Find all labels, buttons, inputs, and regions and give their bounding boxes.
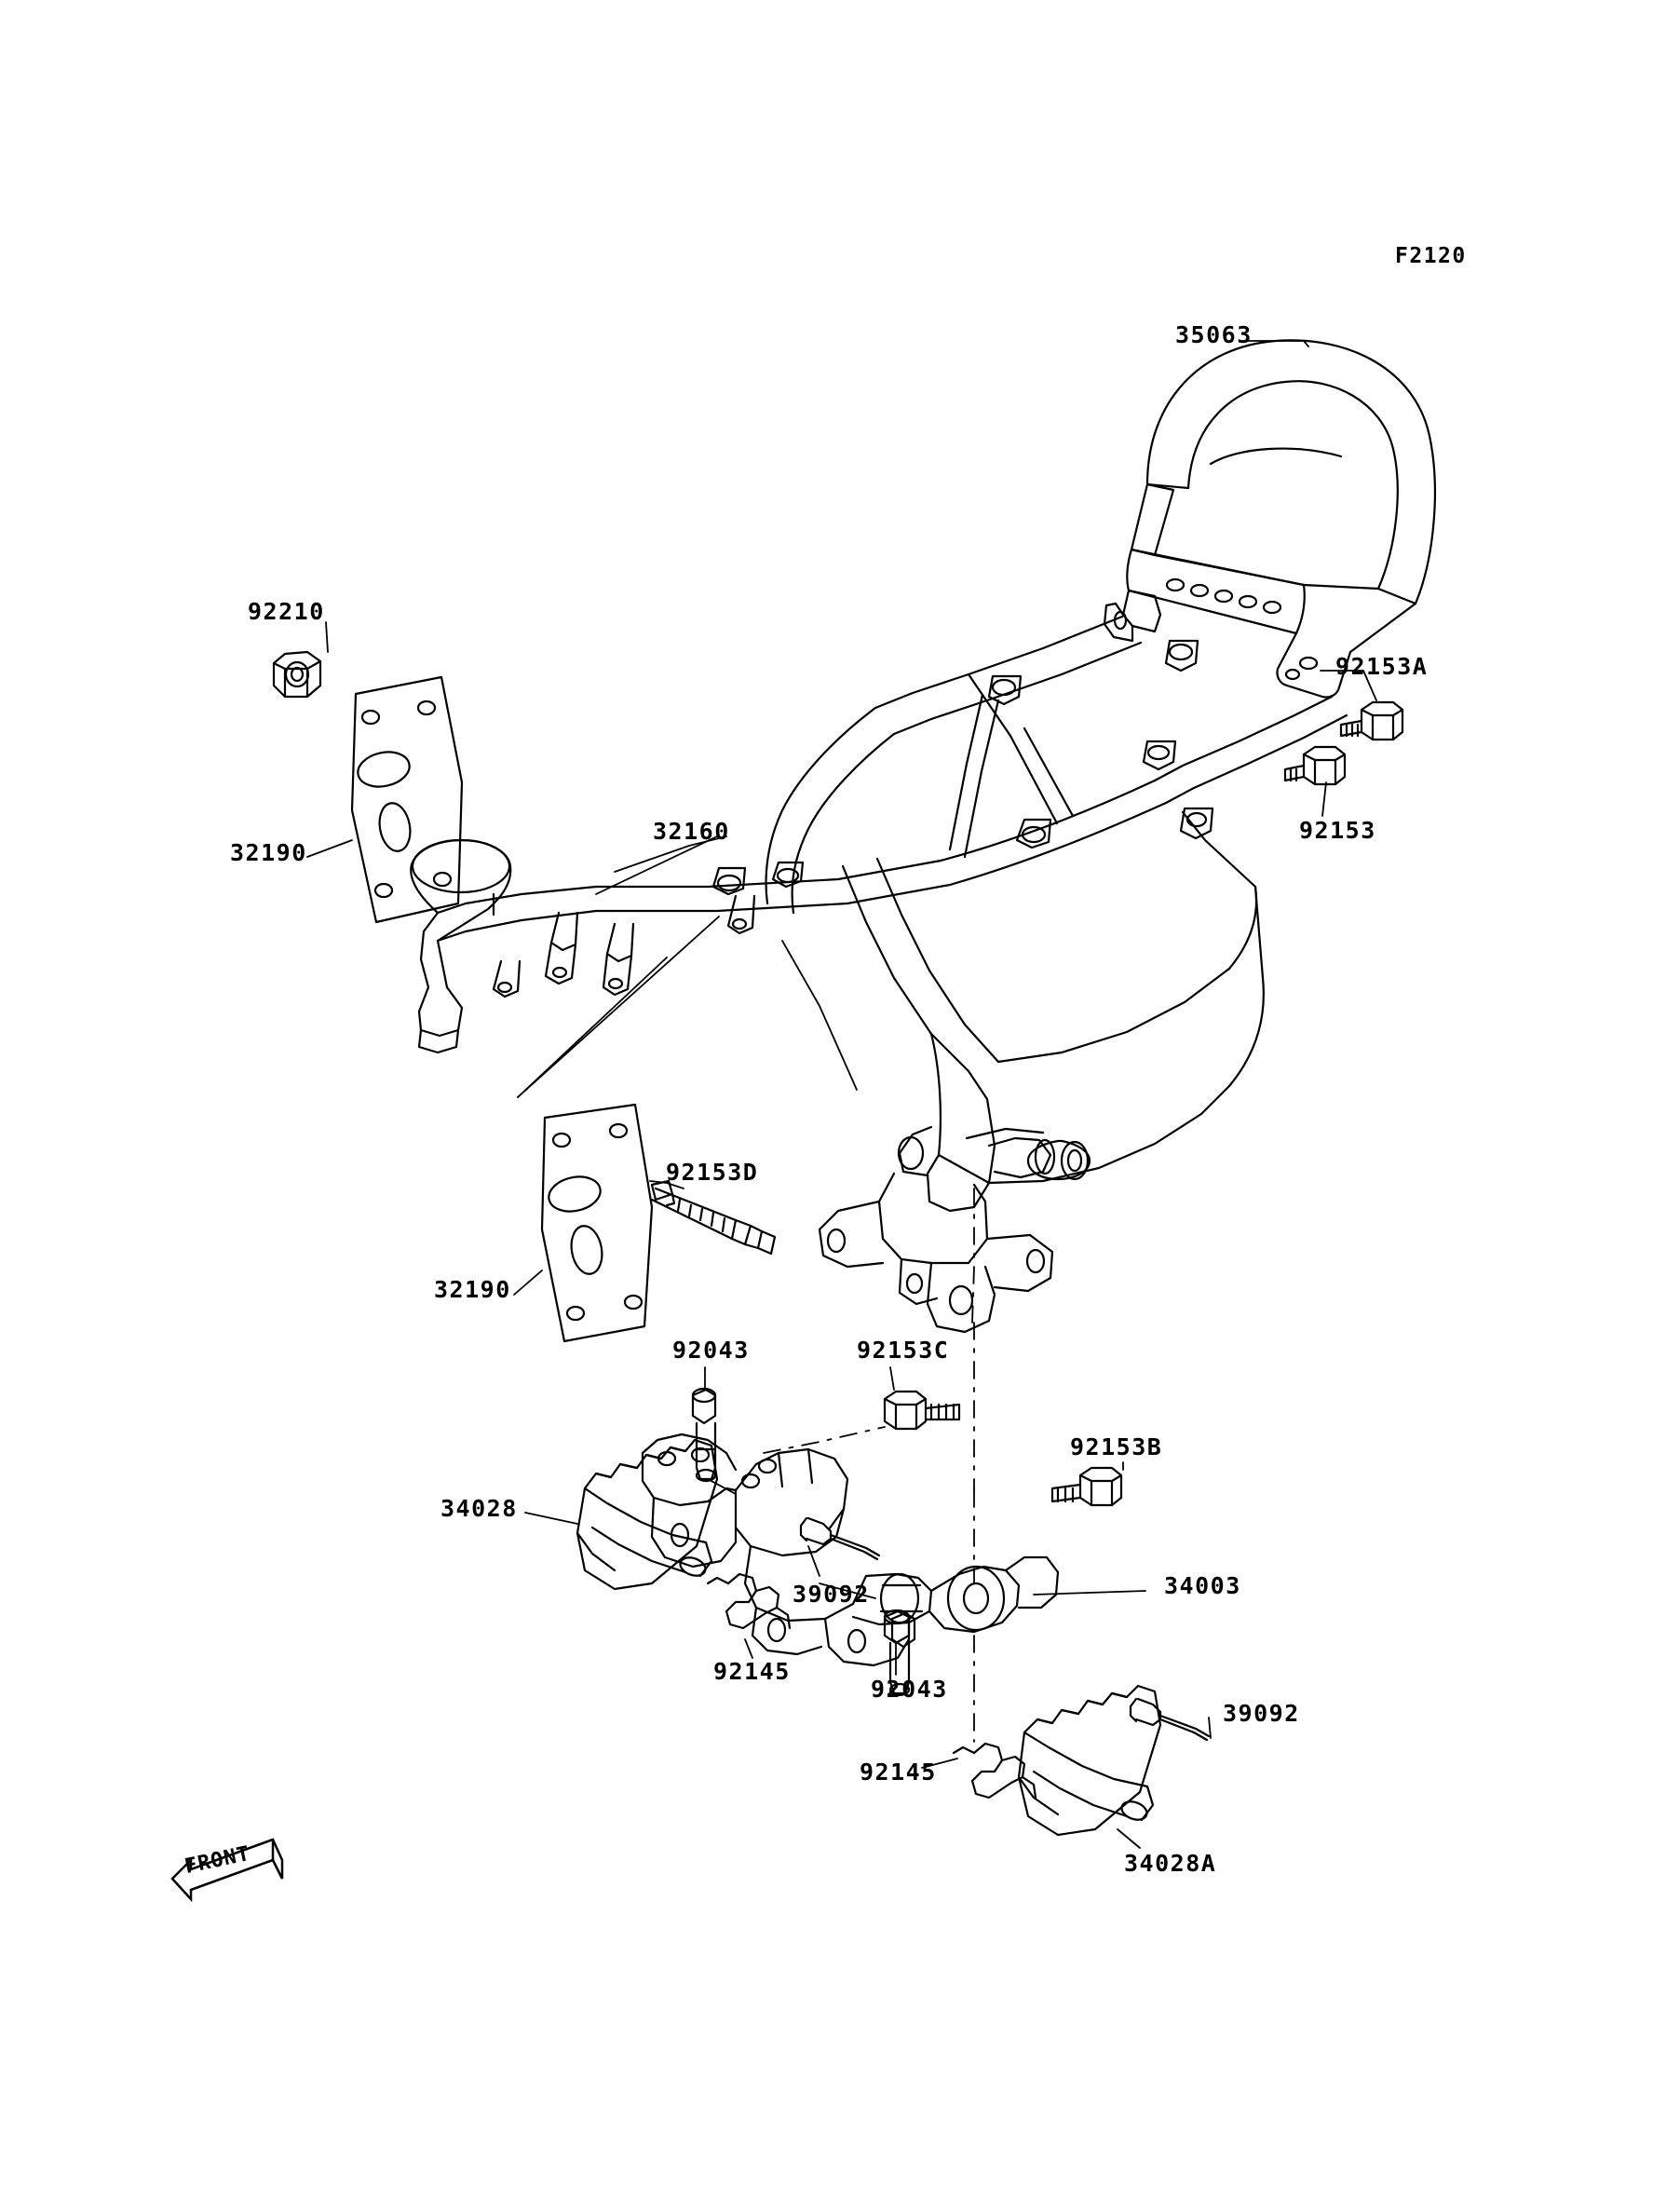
front-orientation-marker [163,1821,298,1919]
callout-92043-left: 92043 [672,1337,750,1364]
callout-34003: 34003 [1164,1572,1241,1599]
bracket-lower-part [542,1105,652,1341]
callout-92153C: 92153C [857,1337,950,1364]
spring-left-part [708,1574,790,1628]
front-label: FRONT [183,1841,253,1880]
callout-92145-right: 92145 [860,1759,937,1786]
callout-32190-lower: 32190 [434,1276,511,1303]
grab-rail-part [1104,340,1435,697]
callout-32190-upper: 32190 [230,839,307,866]
callout-92153A: 92153A [1335,653,1429,680]
callout-92153D: 92153D [666,1159,759,1186]
footrest-right-part [1019,1686,1160,1835]
callout-32160: 32160 [653,818,730,845]
callout-92145-left: 92145 [713,1658,791,1685]
callout-35063: 35063 [1175,321,1253,348]
callout-34028: 34028 [440,1495,518,1522]
bolt-b-part [1052,1468,1121,1505]
bolt-c-part [885,1392,959,1429]
callout-39092-left: 39092 [793,1581,870,1608]
bracket-upper-part [352,677,462,922]
callout-92210: 92210 [248,598,325,625]
sheet-code: F2120 [1395,244,1467,268]
bolt-d-part [652,1181,775,1254]
callout-34028A: 34028A [1124,1850,1217,1877]
frame-assembly [411,617,1347,1332]
nut-part [274,652,320,697]
callout-92153: 92153 [1299,817,1376,844]
pin-left-part [693,1389,715,1481]
callout-39092-right: 39092 [1223,1700,1300,1727]
spring-right-part [954,1744,1036,1798]
cotter-pin-right-part [1131,1699,1209,1740]
callout-92153B: 92153B [1070,1433,1163,1460]
bolt-part [1285,747,1345,784]
bolt-a-part [1341,702,1402,740]
callout-92043-lower: 92043 [871,1676,948,1703]
